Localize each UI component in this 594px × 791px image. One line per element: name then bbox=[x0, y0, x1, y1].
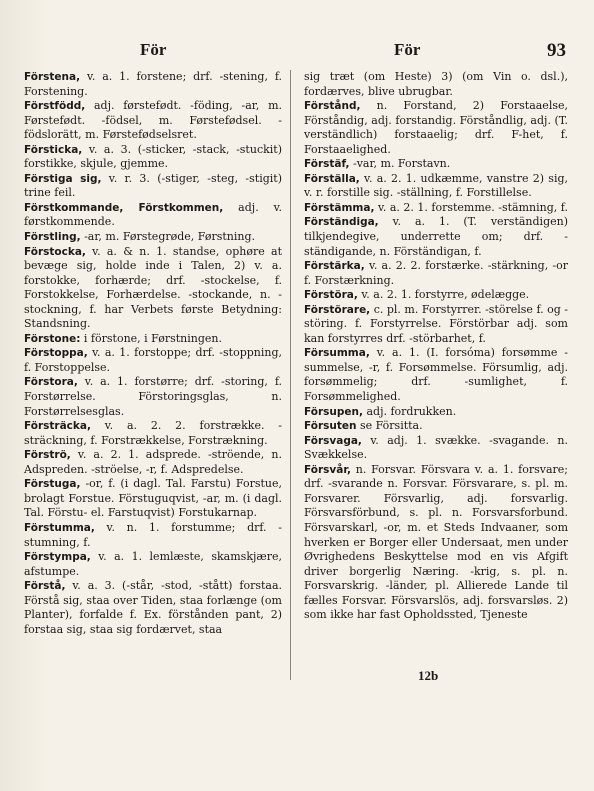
dictionary-entry bbox=[24, 375, 282, 419]
signature-mark: 12b bbox=[418, 668, 439, 683]
dictionary-entry bbox=[24, 419, 282, 448]
entry-definition: sig træt (om Heste) 3) (om Vin o. dsl.), fordærves, blive ubrugbar. bbox=[304, 70, 568, 98]
right-column bbox=[304, 70, 568, 623]
dictionary-entry bbox=[24, 99, 282, 143]
entry-definition: adj. v. førstkommende. bbox=[24, 200, 283, 229]
dictionary-entry bbox=[304, 288, 568, 303]
header-left-word: För bbox=[140, 40, 167, 59]
entry-definition: v. a. 1. (T. verständigen) tilkjendegive, underrette om; drf. -ständigande, n. Förständigan, f. bbox=[304, 215, 568, 258]
entry-definition: -ar, m. Førstegrøde, Førstning. bbox=[80, 230, 255, 244]
entry-headword: Förstiga sig, bbox=[24, 172, 102, 185]
entry-headword: Förständiga, bbox=[304, 216, 379, 229]
dictionary-entry bbox=[304, 99, 568, 157]
dictionary-entry bbox=[304, 463, 568, 623]
entry-definition: c. pl. m. Forstyrrer. -störelse f. og -störing. f. Forstyrrelse. Förstörbar adj. som kan forstyrres drf. -störbarhet, f. bbox=[304, 302, 568, 345]
entry-definition: v. r. 3. (-stiger, -steg, -stigit) trine feil. bbox=[24, 171, 282, 200]
entry-headword: Förstena, bbox=[24, 71, 81, 83]
entry-headword: Förstäf, bbox=[304, 158, 350, 171]
entry-definition: n. Forsvar. Försvara v. a. 1. forsvare; drf. -svarande n. Forsvar. Försvarare, s. pl. m. Forsvarer. Försvarlig, adj. forsvarlig. Försvarsförbund, s. pl. n. Forsvarsforbund. Försvarskarl, -or, m. et Steds Indvaaner, som hverken er Borger eller Undersaat, men under Øvrighedens Beskyttelse mod en vis Afgift driver borgerlig Næring. -krig, s. pl. n. Forsvarskrig. -länder, pl. Allierede Lande til fælles Forsvar. Försvarslös, adj. forsvarsløs. 2) som ikke har fast Opholdssted, Tjeneste bbox=[304, 462, 568, 622]
entry-headword: Försuten bbox=[304, 420, 357, 433]
entry-headword: Försupen, bbox=[304, 405, 363, 418]
entry-definition: v. a. 2. 2. forstrække. -sträckning, f. Forstrækkelse, Forstrækning. bbox=[24, 419, 282, 447]
dictionary-entry bbox=[304, 157, 568, 172]
dictionary-entry bbox=[304, 259, 568, 288]
entry-headword: Förstkommande, Förstkommen, bbox=[24, 201, 224, 214]
entry-headword: Förstörare, bbox=[304, 303, 371, 316]
entry-definition: se Försitta. bbox=[356, 419, 423, 433]
dictionary-entry bbox=[304, 346, 568, 404]
entry-headword: Förstora, bbox=[24, 376, 78, 389]
entry-headword: Förstuga, bbox=[24, 478, 81, 491]
entry-definition: -or, f. (i dagl. Tal. Farstu) Forstue, brolagt Forstue. Förstuguqvist, -ar, m. (i dagl. Tal. Förstu- el. Farstuqvist) Forstukarnap. bbox=[24, 477, 282, 520]
entry-headword: Försumma, bbox=[304, 347, 370, 360]
entry-headword: Förstfödd, bbox=[24, 100, 86, 113]
entry-definition: v. adj. 1. svække. -svagande. n. Svækkelse. bbox=[304, 433, 568, 462]
dictionary-entry bbox=[304, 434, 568, 463]
entry-headword: Förstärka, bbox=[304, 260, 365, 273]
entry-definition: v. a. 2. 1. udkæmme, vanstre 2) sig, v. r. forstille sig. -ställning, f. Forstillelse. bbox=[304, 171, 568, 200]
page-header bbox=[24, 40, 576, 62]
entry-headword: Förströ, bbox=[24, 449, 71, 462]
entry-definition: v. a. 2. 1. forstyrre, ødelægge. bbox=[357, 288, 530, 302]
entry-headword: Förställa, bbox=[304, 172, 360, 185]
entry-definition: i förstone, i Førstningen. bbox=[80, 331, 222, 345]
entry-headword: Förstympa, bbox=[24, 551, 91, 564]
dictionary-entry bbox=[304, 70, 568, 99]
header-right-word: För bbox=[394, 40, 421, 59]
dictionary-entry bbox=[304, 303, 568, 347]
entry-headword: Försticka, bbox=[24, 143, 83, 156]
dictionary-entry bbox=[304, 201, 568, 216]
dictionary-entry bbox=[24, 70, 282, 99]
entry-headword: Försträcka, bbox=[24, 420, 91, 433]
dictionary-entry bbox=[24, 346, 282, 375]
dictionary-entry bbox=[24, 579, 282, 637]
dictionary-entry bbox=[24, 230, 282, 245]
entry-definition: v. a. 3. (-står, -stod, -stått) forstaa. Förstå sig, staa over Tiden, staa forlænge (om Planter), forfalde f. Ex. förstånden pant, 2) forstaa sig, staa sig fordærvet, staa bbox=[24, 579, 282, 636]
left-column bbox=[24, 70, 282, 637]
entry-definition: v. a. 3. (-sticker, -stack, -stuckit) forstikke, skjule, gjemme. bbox=[24, 142, 282, 171]
dictionary-entry bbox=[24, 172, 282, 201]
entry-headword: Förstocka, bbox=[24, 245, 86, 258]
entry-definition: v. n. 1. forstumme; drf. -stumning, f. bbox=[24, 520, 282, 549]
entry-headword: Förstå, bbox=[24, 580, 66, 593]
entry-definition: adj. førstefødt. -föding, -ar, m. Førstefødt. -födsel, m. Førstefødsel. -födslorätt, m. Førstefødselsret. bbox=[24, 99, 282, 142]
dictionary-entry bbox=[24, 201, 282, 230]
dictionary-entry bbox=[304, 215, 568, 259]
dictionary-entry bbox=[24, 550, 282, 579]
dictionary-entry bbox=[24, 143, 282, 172]
entry-headword: Förstånd, bbox=[304, 100, 361, 113]
entry-headword: Förstoppa, bbox=[24, 347, 88, 360]
page-number: 93 bbox=[547, 40, 566, 61]
entry-headword: Förstöra, bbox=[304, 289, 358, 302]
entry-definition: v. a. 2. 1. adsprede. -ströende, n. Adspreden. -ströelse, -r, f. Adspredelse. bbox=[24, 448, 282, 476]
entry-definition: v. a. 1. forstørre; drf. -storing, f. Forstørrelse. Förstoringsglas, n. Forstørrelsesglas. bbox=[24, 375, 282, 418]
dictionary-entry bbox=[304, 405, 568, 420]
dictionary-entry bbox=[24, 477, 282, 521]
entry-definition: v. a. 1. forstoppe; drf. -stoppning, f. Forstoppelse. bbox=[24, 346, 282, 374]
dictionary-entry bbox=[24, 448, 282, 477]
column-divider bbox=[290, 70, 291, 680]
dictionary-entry bbox=[304, 419, 568, 434]
entry-definition: v. a. 2. 1. forstemme. -stämning, f. bbox=[374, 200, 568, 214]
dictionary-entry bbox=[24, 332, 282, 347]
entry-definition: v. a. & n. 1. standse, ophøre at bevæge sig, holde inde i Talen, 2) v. a. forstokke, forhærde; drf. -stockelse, f. Forstokkelse, Forhærdelse. -stockande, n. -stockning, f. har Verbets første Betydning: Standsning. bbox=[24, 244, 282, 331]
dictionary-entry bbox=[304, 172, 568, 201]
entry-headword: Förstone: bbox=[24, 332, 81, 345]
entry-definition: v. a. 2. 2. forstærke. -stärkning, -or f. Forstærkning. bbox=[304, 259, 568, 287]
entry-headword: Förstämma, bbox=[304, 201, 375, 214]
dictionary-entry bbox=[24, 521, 282, 550]
entry-headword: Försvaga, bbox=[304, 434, 362, 447]
entry-definition: adj. fordrukken. bbox=[362, 404, 457, 418]
dictionary-entry bbox=[24, 245, 282, 332]
entry-definition: v. a. 1. forstene; drf. -stening, f. Forstening. bbox=[24, 70, 282, 98]
entry-definition: -var, m. Forstavn. bbox=[349, 157, 451, 171]
entry-definition: n. Forstand, 2) Forstaaelse, Förståndig, adj. forstandig. Förståndlig, adj. (T. verständlich) forstaaelig; drf. F-het, f. Forstaaelighed. bbox=[304, 99, 568, 156]
entry-headword: Förstumma, bbox=[24, 521, 95, 534]
entry-headword: Förstling, bbox=[24, 231, 81, 244]
entry-definition: v. a. 1. lemlæste, skamskjære, afstumpe. bbox=[24, 550, 282, 578]
entry-definition: v. a. 1. (I. forsóma) forsømme -summelse, -r, f. Forsømmelse. Försumlig, adj. forsømmelig; drf. -sumlighet, f. Forsømmelighed. bbox=[304, 346, 568, 404]
entry-headword: Försvår, bbox=[304, 463, 351, 476]
